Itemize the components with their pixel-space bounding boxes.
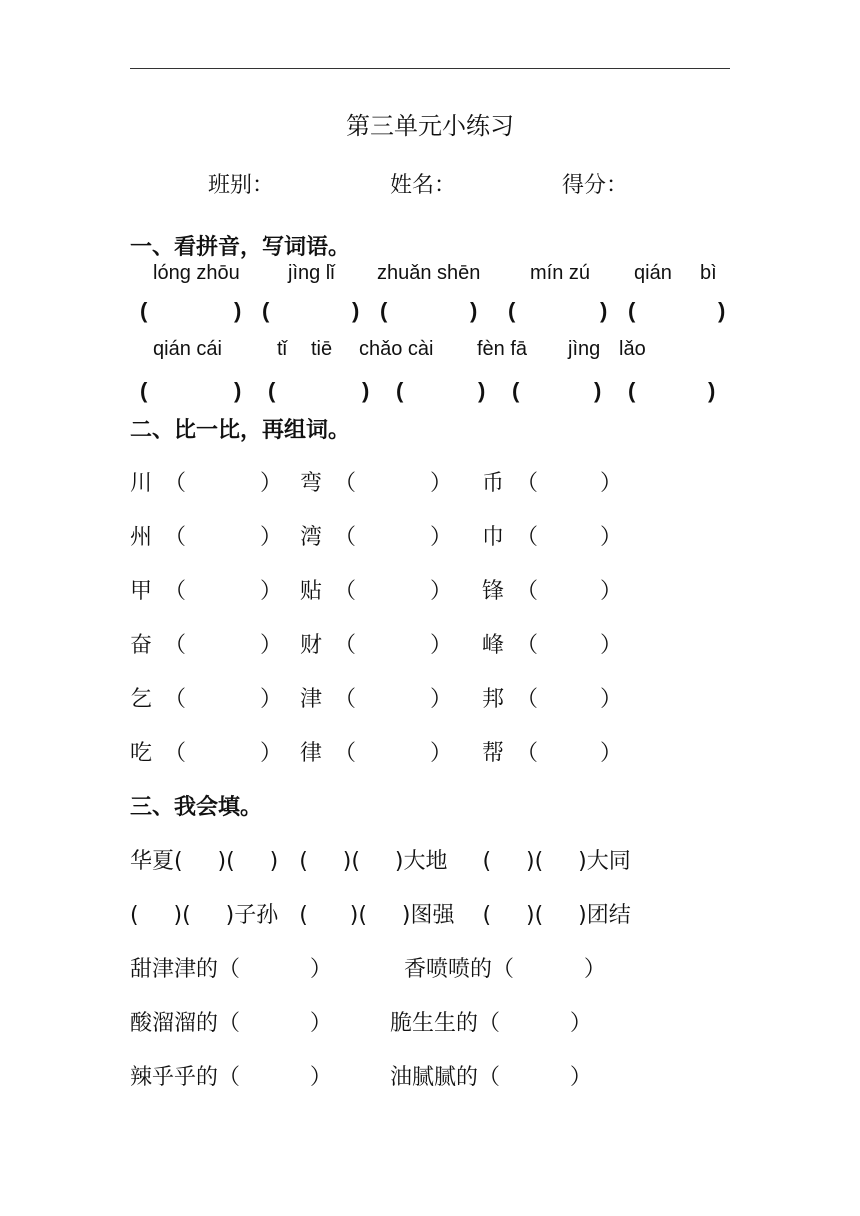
close-paren: ) <box>600 298 608 323</box>
answer-blank-open[interactable]: （ <box>164 579 187 604</box>
answer-blank-open[interactable]: （ <box>516 471 539 496</box>
pinyin-item: zhuǎn shēn <box>377 262 481 284</box>
page-title: 第三单元小练习 <box>346 112 514 140</box>
answer-blank-open[interactable]: （ <box>334 687 357 712</box>
section3-heading: 三、我会填。 <box>130 795 263 820</box>
compare-char: 甲 <box>130 579 153 604</box>
answer-blank-close[interactable]: ） <box>260 633 283 658</box>
answer-blank-open[interactable]: （ <box>334 633 357 658</box>
compare-char: 锋 <box>482 579 505 604</box>
pinyin-item: mín zú <box>530 262 591 284</box>
close-paren: ) <box>362 378 370 403</box>
answer-blank-close[interactable]: ） <box>430 633 453 658</box>
open-paren: ( <box>380 298 388 323</box>
fill-item[interactable]: 辣乎乎的（ ） <box>130 1065 332 1090</box>
answer-blank-close[interactable]: ） <box>430 525 453 550</box>
compare-char: 帮 <box>482 741 505 766</box>
open-paren: ( <box>628 298 636 323</box>
answer-blank-open[interactable]: （ <box>164 741 187 766</box>
open-paren: ( <box>262 298 270 323</box>
close-paren: ) <box>352 298 360 323</box>
pinyin-item: jìng lǐ <box>288 262 335 284</box>
pinyin-item: lǎo <box>619 338 646 360</box>
answer-blank-close[interactable]: ） <box>600 633 623 658</box>
pinyin-item: qián cái <box>153 338 222 360</box>
compare-char: 贴 <box>300 579 323 604</box>
answer-blank-close[interactable]: ） <box>260 687 283 712</box>
answer-blank-close[interactable]: ） <box>430 741 453 766</box>
score-label: 得分： <box>562 173 629 198</box>
answer-blank-open[interactable]: （ <box>164 525 187 550</box>
fill-line-1[interactable]: 华夏( )( ) ( )( )大地 ( )( )大同 <box>130 849 631 874</box>
open-paren: ( <box>140 298 148 323</box>
pinyin-item: fèn fā <box>477 338 528 360</box>
answer-blank-close[interactable]: ） <box>600 525 623 550</box>
close-paren: ) <box>708 378 716 403</box>
fill-item[interactable]: 脆生生的（ ） <box>390 1011 592 1036</box>
open-paren: ( <box>396 378 404 403</box>
compare-char: 湾 <box>300 525 323 550</box>
answer-blank-open[interactable]: （ <box>334 471 357 496</box>
pinyin-item: bì <box>700 262 717 284</box>
fill-item[interactable]: 香喷喷的（ ） <box>404 957 606 982</box>
compare-char: 奋 <box>130 633 153 658</box>
open-paren: ( <box>512 378 520 403</box>
close-paren: ) <box>718 298 726 323</box>
answer-blank-close[interactable]: ） <box>600 741 623 766</box>
answer-blank-open[interactable]: （ <box>516 579 539 604</box>
compare-char: 乞 <box>130 687 153 712</box>
fill-item[interactable]: 酸溜溜的（ ） <box>130 1011 332 1036</box>
compare-char: 邦 <box>482 687 505 712</box>
close-paren: ) <box>594 378 602 403</box>
answer-blank-close[interactable]: ） <box>430 579 453 604</box>
answer-blank-open[interactable]: （ <box>164 687 187 712</box>
top-rule <box>130 68 730 69</box>
close-paren: ) <box>478 378 486 403</box>
pinyin-item: tiē <box>311 338 333 360</box>
answer-blank-open[interactable]: （ <box>164 633 187 658</box>
section2-heading: 二、比一比，再组词。 <box>130 418 351 443</box>
name-label: 姓名： <box>390 173 457 198</box>
compare-char: 川 <box>130 471 153 496</box>
compare-char: 律 <box>300 741 323 766</box>
class-label: 班别： <box>208 173 275 198</box>
answer-blank-close[interactable]: ） <box>260 579 283 604</box>
answer-blank-close[interactable]: ） <box>430 687 453 712</box>
compare-char: 币 <box>482 471 505 496</box>
close-paren: ) <box>234 298 242 323</box>
section1-heading: 一、看拼音，写词语。 <box>130 235 351 260</box>
compare-char: 峰 <box>482 633 505 658</box>
answer-blank-open[interactable]: （ <box>164 471 187 496</box>
answer-blank-close[interactable]: ） <box>260 525 283 550</box>
answer-blank-close[interactable]: ） <box>260 741 283 766</box>
answer-blank-close[interactable]: ） <box>600 579 623 604</box>
pinyin-item: tǐ <box>277 338 287 360</box>
open-paren: ( <box>268 378 276 403</box>
pinyin-item: chǎo cài <box>359 338 434 360</box>
compare-char: 弯 <box>300 471 323 496</box>
answer-blank-close[interactable]: ） <box>600 687 623 712</box>
fill-item[interactable]: 油腻腻的（ ） <box>390 1065 592 1090</box>
compare-char: 津 <box>300 687 323 712</box>
compare-char: 巾 <box>482 525 505 550</box>
open-paren: ( <box>140 378 148 403</box>
answer-blank-close[interactable]: ） <box>600 471 623 496</box>
answer-blank-close[interactable]: ） <box>260 471 283 496</box>
answer-blank-open[interactable]: （ <box>516 633 539 658</box>
compare-char: 吃 <box>130 741 153 766</box>
fill-item[interactable]: 甜津津的（ ） <box>130 957 332 982</box>
pinyin-item: lóng zhōu <box>153 262 240 284</box>
answer-blank-open[interactable]: （ <box>334 579 357 604</box>
close-paren: ) <box>470 298 478 323</box>
compare-char: 州 <box>130 525 153 550</box>
answer-blank-open[interactable]: （ <box>334 741 357 766</box>
answer-blank-open[interactable]: （ <box>334 525 357 550</box>
compare-char: 财 <box>300 633 323 658</box>
answer-blank-open[interactable]: （ <box>516 525 539 550</box>
answer-blank-open[interactable]: （ <box>516 687 539 712</box>
fill-line-2[interactable]: ( )( )子孙 ( )( )图强 ( )( )团结 <box>130 903 631 928</box>
close-paren: ) <box>234 378 242 403</box>
open-paren: ( <box>628 378 636 403</box>
pinyin-item: jìng <box>568 338 601 360</box>
answer-blank-open[interactable]: （ <box>516 741 539 766</box>
pinyin-item: qián <box>634 262 672 284</box>
open-paren: ( <box>508 298 516 323</box>
answer-blank-close[interactable]: ） <box>430 471 453 496</box>
